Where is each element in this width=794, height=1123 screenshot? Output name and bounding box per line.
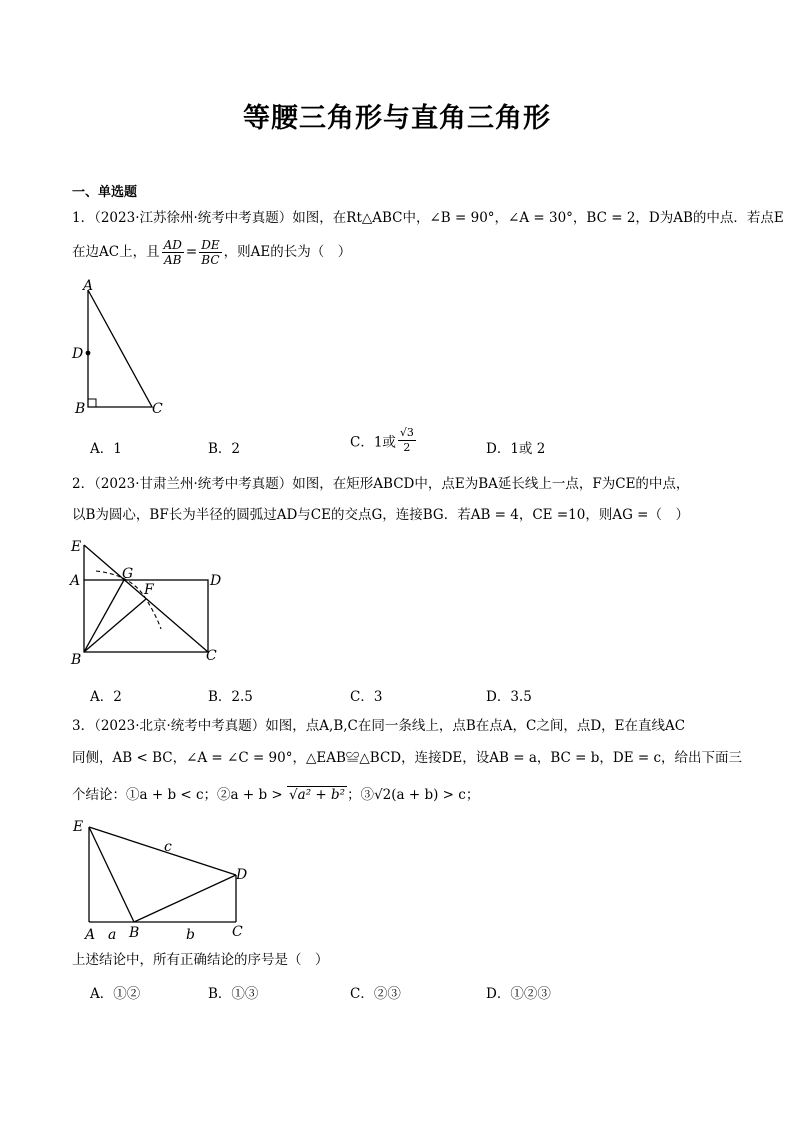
q1-line2: [72, 238, 351, 267]
q3-label-c-length: c: [164, 839, 172, 855]
q2-line2: 以B为圆心，BF长为半径的圆弧过AD与CE的交点G，连接BG．若AB = 4，CE =10，则AG =（ ）: [72, 507, 689, 523]
section-heading: 一、单选题: [72, 185, 138, 200]
q2-option-b: B．2.5: [208, 689, 253, 705]
q2-option-a: A．2: [90, 689, 122, 705]
q1-label-a: A: [83, 278, 94, 294]
q1-equals: =: [185, 244, 198, 260]
q2-label-d: D: [210, 573, 222, 589]
page-title: 等腰三角形与直角三角形: [243, 103, 551, 134]
q3-label-b: B: [129, 925, 140, 941]
q2-option-c: C．3: [350, 689, 383, 705]
q3-label-a: A: [85, 927, 96, 943]
q1-fraction-de-bc: $\frac{DE}{BC}$: [201, 238, 220, 267]
q3-figure: [60, 815, 260, 945]
q3-label-a-length: a: [108, 927, 117, 943]
q3-label-d: D: [236, 867, 248, 883]
q1-label-c: C: [152, 401, 163, 417]
q2-label-c: C: [206, 648, 217, 664]
q1-option-c: C．1或 $\frac{√3}{2}$: [350, 426, 414, 454]
q3-option-a: A．①②: [90, 986, 141, 1002]
q2-label-e: E: [71, 539, 82, 555]
q2-figure: [60, 533, 230, 673]
q3-line2: 同侧，AB < BC，∠A = ∠C = 90°，△EAB≌△BCD，连接DE，设AB = a，BC = b，DE = c，给出下面三: [72, 750, 743, 766]
q1-line2-pre: 在边AC上，且: [72, 244, 160, 260]
q3-option-c: C．②③: [350, 986, 401, 1002]
q1-option-a: A．1: [90, 441, 122, 457]
q3-line3: 个结论：①a + b < c；②a + b > √a² + b² ；③√2(a + b) > c；: [72, 787, 480, 803]
q1-label-b: B: [75, 401, 86, 417]
q3-option-b: B．①③: [208, 986, 259, 1002]
q3-question: 上述结论中，所有正确结论的序号是（ ）: [72, 952, 329, 968]
q1-option-b: B．2: [208, 441, 241, 457]
q2-line1: 2．（2023·甘肃兰州·统考中考真题）如图，在矩形ABCD中，点E为BA延长线上一点，F为CE的中点，: [72, 476, 690, 492]
q2-label-a: A: [70, 573, 81, 589]
q2-label-b: B: [71, 652, 82, 668]
q3-label-c: C: [232, 924, 243, 940]
q2-label-g: G: [122, 566, 134, 582]
q3-label-b-length: b: [186, 927, 195, 943]
q3-option-d: D．①②③: [486, 986, 551, 1002]
q1-label-d: D: [72, 346, 84, 362]
q1-option-d: D．1或 2: [486, 441, 546, 457]
q3-sqrt-expression: √a² + b²: [289, 787, 346, 803]
q1-figure: [60, 275, 180, 420]
q1-fraction-ad-ab: $\frac{AD}{AB}$: [163, 238, 182, 267]
q1-line1: 1．（2023·江苏徐州·统考中考真题）如图，在Rt△ABC中，∠B = 90°，∠A = 30°，BC = 2，D为AB的中点．若点E: [72, 210, 784, 226]
q2-label-f: F: [144, 582, 154, 598]
q1-line2-post: ，则AE的长为（ ）: [223, 244, 352, 260]
q3-label-e: E: [73, 819, 84, 835]
q3-line1: 3．（2023·北京·统考中考真题）如图，点A,B,C在同一条线上，点B在点A，C之间，点D，E在直线AC: [72, 718, 686, 734]
q2-option-d: D．3.5: [486, 689, 532, 705]
